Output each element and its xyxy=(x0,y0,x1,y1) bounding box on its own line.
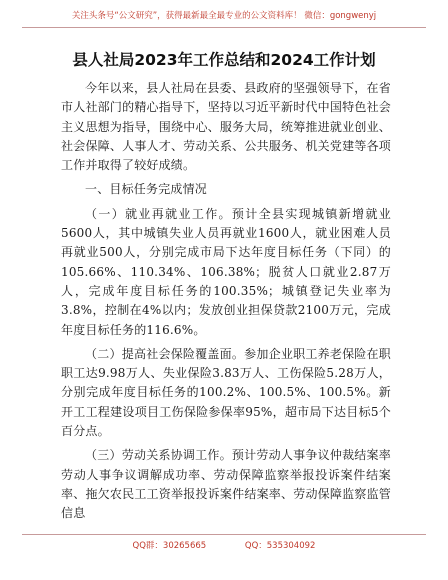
header-banner: 关注头条号“公文研究”，获得最新最全最专业的公文资料库！ 微信：gongwenyj xyxy=(71,11,377,21)
paragraph-social-insurance: （二）提高社会保险覆盖面。参加企业职工养老保险在职职工达9.98万人、失业保险3.83万人、工伤保险5.28万人，分别完成年度目标任务的100.2%、100.5%、100.5%。新开工工程建设项目工伤保险参保率95%，超市局下达目标5个百分点。 xyxy=(61,346,391,439)
section-heading: 一、目标任务完成情况 xyxy=(85,182,208,197)
footer-qq: QQ：535304092 xyxy=(244,541,316,551)
header-divider xyxy=(22,27,426,28)
footer-divider xyxy=(22,534,426,535)
paragraph-employment: （一）就业再就业工作。预计全县实现城镇新增就业5600人，其中城镇失业人员再就业1600人，就业困难人员再就业500人，分别完成市局下达年度目标任务（下同）的105.66%、110.34%、106.38%；脱贫人口就业2.87万人，完成年度目标任务的100.35%；城镇登记失业率为3.8%，控制在4%以内；发放创业担保贷款2100万元，完成年度目标任务的116.6%。 xyxy=(61,206,391,337)
paragraph-labor-relations: （三）劳动关系协调工作。预计劳动人事争议仲裁结案率劳动人事争议调解成功率、劳动保障监察举报投诉案件结案率、拖欠农民工工资举报投诉案件结案率、劳动保障监察监管信息 xyxy=(61,448,391,521)
footer xyxy=(0,539,448,551)
intro-paragraph: 今年以来，县人社局在县委、县政府的坚强领导下，在省市人社部门的精心指导下，坚持以习近平新时代中国特色社会主义思想为指导，围绕中心、服务大局，统筹推进就业创业、社会保障、人事人才、劳动关系、公共服务、机关党建等各项工作并取得了较好成绩。 xyxy=(61,81,391,173)
document-title: 县人社局2023年工作总结和2024工作计划 xyxy=(72,51,376,69)
document-body xyxy=(61,79,391,524)
footer-qq-group: QQ群：30265665 xyxy=(132,541,207,551)
